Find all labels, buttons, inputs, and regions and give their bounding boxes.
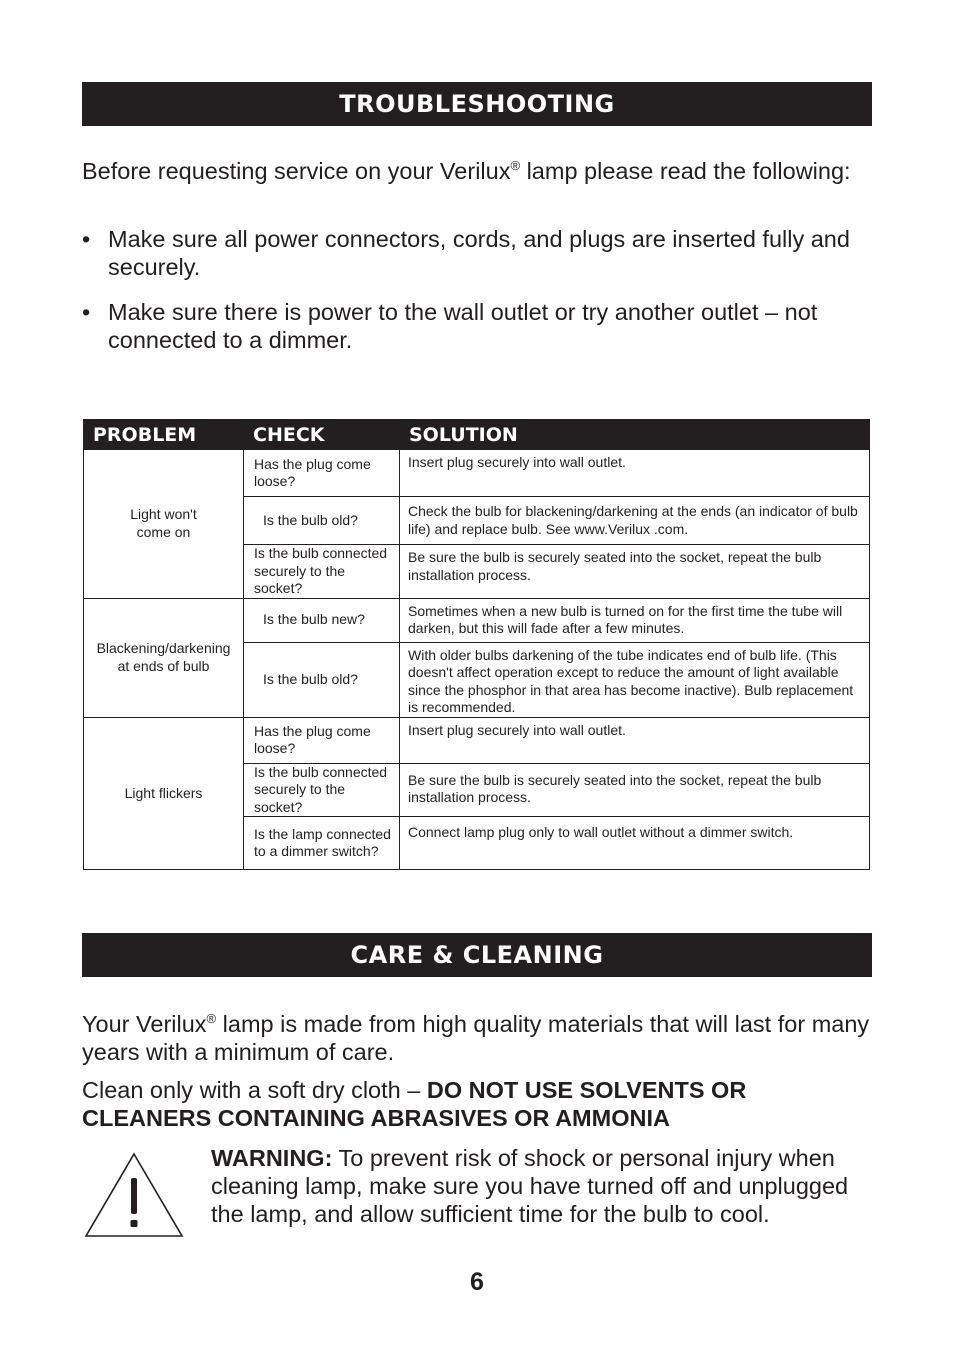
check-cell: Has the plug come loose? [244,717,400,763]
registered-mark: ® [206,1011,217,1026]
solution-cell: Connect lamp plug only to wall outlet without a dimmer switch. [400,817,870,870]
warning-triangle-icon [84,1152,184,1238]
solution-cell: With older bulbs darkening of the tube indicates end of bulb life. (This doesn't affect operation except to reduce the amount of light available since the phosphor in that area has become inactive). Bulb replacement is recommended. [400,642,870,717]
table-header-row [84,420,870,450]
cleaning-caution: DO NOT USE SOLVENTS OR CLEANERS CONTAINING ABRASIVES OR AMMONIA [82,1077,747,1131]
warning-text: WARNING: To prevent risk of shock or personal injury when cleaning lamp, make sure you have turned off and unplugged the lamp, and allow sufficient time for the bulb to cool. [211,1145,849,1227]
solution-cell: Insert plug securely into wall outlet. [400,717,870,763]
check-cell: Is the bulb new? [244,598,400,642]
bullet-dot: • [82,299,91,325]
troubleshooting-intro: Before requesting service on your Verilux® lamp please read the following: [82,158,851,184]
table-row [84,717,870,763]
problem-cell: Blackening/darkening at ends of bulb [84,598,244,717]
warning-label: WARNING: [211,1145,333,1171]
solution-cell: Check the bulb for blackening/darkening at the ends (an indicator of bulb life) and replace bulb. See www.Verilux .com. [400,497,870,545]
care-cleaning-heading [82,933,872,977]
check-cell: Is the bulb connected securely to the socket? [244,763,400,817]
troubleshooting-heading [82,82,872,126]
check-cell: Is the bulb old? [244,642,400,717]
problem-cell: Light flickers [84,717,244,870]
check-cell: Is the bulb old? [244,497,400,545]
table-row [84,598,870,642]
check-cell: Has the plug come loose? [244,450,400,497]
check-cell: Is the bulb connected securely to the socket? [244,545,400,599]
troubleshooting-table [83,419,870,870]
column-header-problem: PROBLEM [84,420,244,450]
care-paragraph: Your Verilux® lamp is made from high quality materials that will last for many years with a minimum of care. [82,1011,870,1065]
page-number: 6 [470,1268,484,1296]
solution-cell: Be sure the bulb is securely seated into the socket, repeat the bulb installation process. [400,545,870,599]
cleaning-instructions: Clean only with a soft dry cloth – DO NOT USE SOLVENTS OR CLEANERS CONTAINING ABRASIVES OR AMMONIA [82,1077,747,1131]
check-cell: Is the lamp connected to a dimmer switch? [244,817,400,870]
bullet-dot: • [82,226,91,252]
solution-cell: Insert plug securely into wall outlet. [400,450,870,497]
problem-cell: Light won't come on [84,450,244,599]
bullet-text: Make sure there is power to the wall outlet or try another outlet – not connected to a dimmer. [108,299,818,353]
column-header-check: CHECK [244,420,400,450]
troubleshooting-heading-text: TROUBLESHOOTING [339,90,615,118]
table-row [84,450,870,497]
registered-mark: ® [510,158,521,173]
bullet-text: Make sure all power connectors, cords, and plugs are inserted fully and securely. [108,226,850,280]
column-header-solution: SOLUTION [400,420,870,450]
solution-cell: Be sure the bulb is securely seated into the socket, repeat the bulb installation process. [400,763,870,817]
care-cleaning-heading-text: CARE & CLEANING [350,941,604,969]
solution-cell: Sometimes when a new bulb is turned on for the first time the tube will darken, but this will fade after a few minutes. [400,598,870,642]
